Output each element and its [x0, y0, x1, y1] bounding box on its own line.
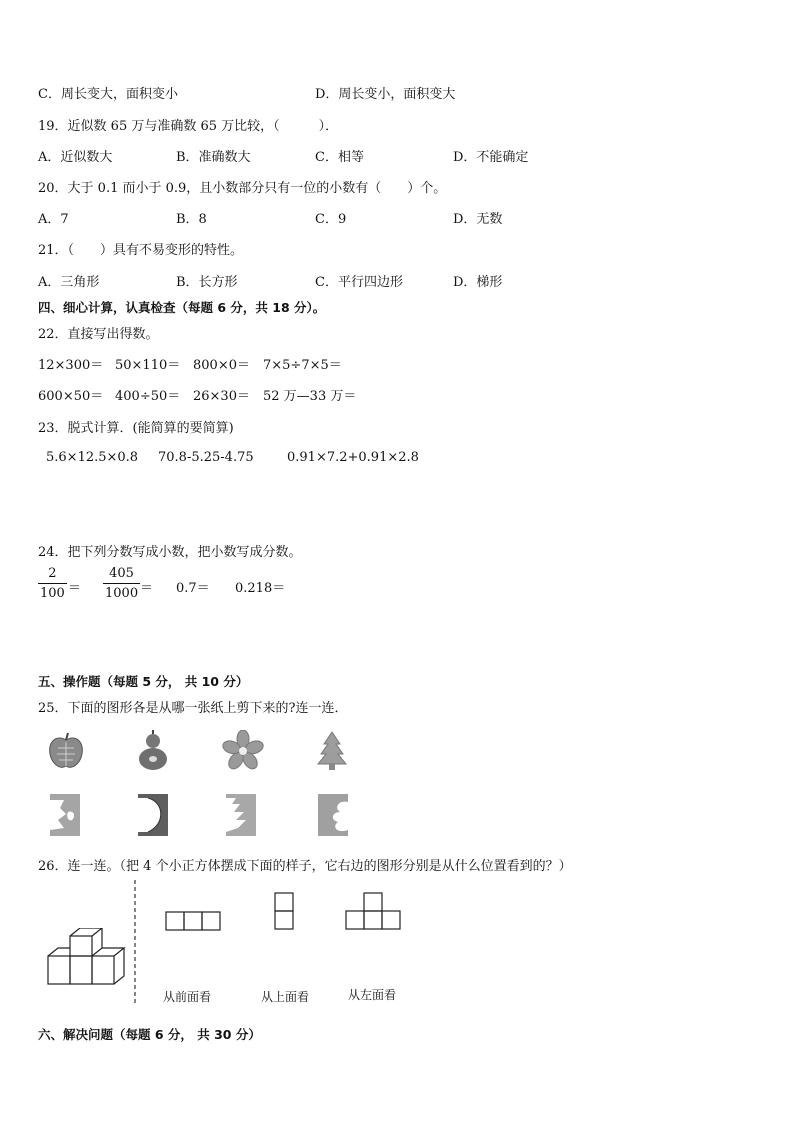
q23-item: 5.6×12.5×0.8 [46, 450, 139, 465]
section-4-heading: 四、细心计算，认真检查（每题 6 分，共 18 分）。 [38, 300, 326, 315]
q20-option-a: A．7 [38, 212, 69, 227]
view-label-front: 从前面看 [163, 990, 212, 1004]
q21-option-d: D．梯形 [453, 275, 503, 290]
q24-stem: 24．把下列分数写成小数，把小数写成分数。 [38, 545, 302, 560]
q20-option-b: B．8 [176, 212, 207, 227]
q20-option-d: D．无数 [453, 212, 503, 227]
q21-stem: 21．（ ）具有不易变形的特性。 [38, 243, 244, 258]
q22-item: 26×30＝ [193, 389, 250, 404]
q23-item: 0.91×7.2+0.91×2.8 [287, 450, 419, 465]
decimal-0-218: 0.218＝ [235, 581, 286, 596]
q23-stem: 23．脱式计算．(能简算的要简算) [38, 421, 234, 436]
top-view-figure [273, 891, 297, 933]
gourd-shape-icon [136, 730, 170, 772]
q19-option-d: D．不能确定 [453, 150, 529, 165]
section-6-heading: 六、解决问题（每题 6 分， 共 30 分） [38, 1027, 261, 1042]
q25-stem: 25．下面的图形各是从哪一张纸上剪下来的?连一连． [38, 701, 348, 716]
fraction-numerator: 405 [109, 566, 134, 581]
equals-sign: ＝ [140, 581, 154, 596]
view-label-left: 从左面看 [348, 988, 397, 1002]
q22-item: 600×50＝ [38, 389, 104, 404]
q22-item: 12×300＝ [38, 358, 104, 373]
q19-option-b: B．准确数大 [176, 150, 251, 165]
q26-stem: 26．连一连。（把 4 个小正方体摆成下面的样子，它右边的图形分别是从什么位置看到的？） [38, 859, 572, 874]
paper-with-round-cutout-icon [138, 794, 168, 836]
left-view-figure [344, 891, 404, 933]
flower-shape-icon [222, 730, 264, 772]
q22-item: 52 万—33 万＝ [263, 389, 357, 404]
front-view-figure [164, 910, 222, 932]
q19-option-c: C．相等 [315, 150, 364, 165]
fraction-2-over-100 [38, 566, 67, 601]
q19-stem: 19．近似数 65 万与准确数 65 万比较，（ ）． [38, 119, 339, 134]
fraction-bar [38, 583, 67, 584]
decimal-0-7: 0.7＝ [176, 581, 210, 596]
equals-sign: ＝ [68, 581, 82, 596]
q20-stem: 20．大于 0.1 而小于 0.9，且小数部分只有一位的小数有（ ）个。 [38, 181, 447, 196]
q20-option-c: C．9 [315, 212, 347, 227]
paper-with-flower-cutout-icon [318, 794, 348, 836]
section-5-heading: 五、操作题（每题 5 分， 共 10 分） [38, 674, 249, 689]
paper-with-leaf-cutout-icon [50, 794, 80, 836]
q19-option-a: A．近似数大 [38, 150, 113, 165]
q22-item: 50×110＝ [115, 358, 181, 373]
fraction-denominator: 100 [40, 586, 65, 601]
dashed-divider [132, 880, 138, 1004]
q23-item: 70.8-5.25-4.75 [158, 450, 254, 465]
q18-option-c: C．周长变大，面积变小 [38, 87, 178, 102]
tree-shape-icon [316, 730, 348, 772]
fraction-bar [103, 583, 140, 584]
q21-option-a: A．三角形 [38, 275, 100, 290]
apple-shape-icon [46, 730, 86, 772]
fraction-405-over-1000 [103, 566, 140, 601]
q21-option-c: C．平行四边形 [315, 275, 403, 290]
q22-item: 800×0＝ [193, 358, 250, 373]
fraction-numerator: 2 [48, 566, 57, 581]
paper-with-jagged-cutout-icon [226, 794, 256, 836]
view-label-top: 从上面看 [261, 990, 310, 1004]
q21-option-b: B．长方形 [176, 275, 238, 290]
q22-stem: 22．直接写出得数。 [38, 327, 159, 342]
fraction-denominator: 1000 [105, 586, 139, 601]
q22-item: 7×5÷7×5＝ [263, 358, 342, 373]
q22-item: 400÷50＝ [115, 389, 181, 404]
cube-stack-figure [44, 928, 126, 988]
q18-option-d: D．周长变小，面积变大 [315, 87, 456, 102]
